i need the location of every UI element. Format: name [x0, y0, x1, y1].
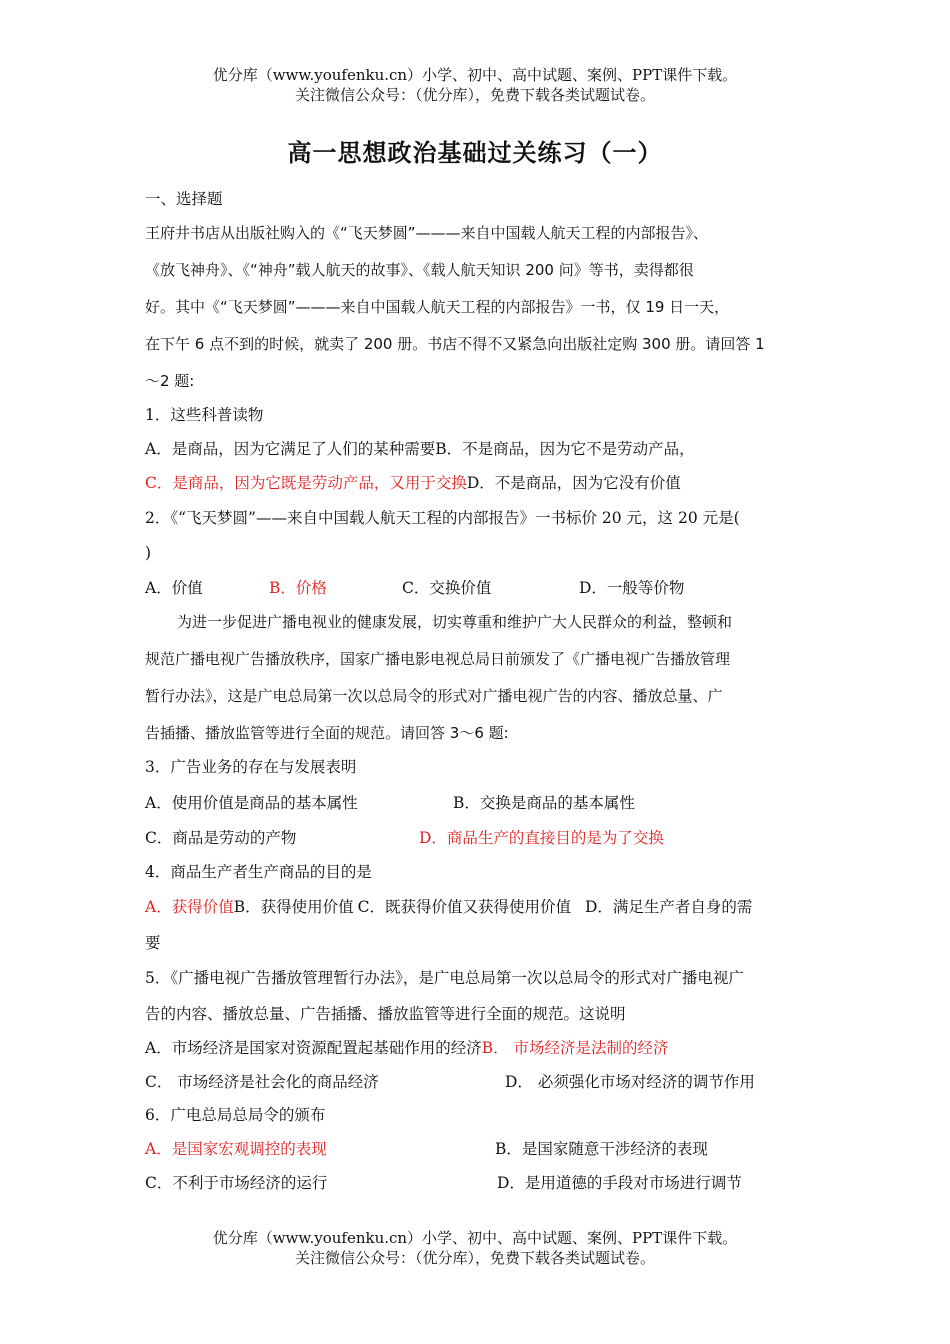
q5-option-a: A．市场经济是国家对资源配置起基础作用的经济: [145, 1039, 482, 1057]
q6-option-a-answer: A．是国家宏观调控的表现: [145, 1140, 327, 1158]
q5-options-row-1: [145, 1037, 669, 1059]
q3-stem: 3．广告业务的存在与发展表明: [145, 758, 357, 776]
q6-stem: 6．广电总局总局令的颁布: [145, 1106, 326, 1124]
q5-option-d: D． 必须强化市场对经济的调节作用: [505, 1073, 755, 1091]
q2-stem-end: ): [145, 544, 152, 562]
q4-options-row: [145, 896, 752, 918]
q4-stem: 4．商品生产者生产商品的目的是: [145, 863, 372, 881]
q2-option-d: D．一般等价物: [579, 579, 685, 597]
q5-stem-line-2: 告的内容、播放总量、广告插播、播放监管等进行全面的规范。这说明: [145, 1005, 626, 1023]
footer-line-2: 关注微信公众号：（优分库），免费下载各类试题试卷。: [294, 1249, 655, 1267]
q1-options-row-2: [145, 472, 681, 494]
q4-option-c: C．既获得价值又获得使用价值: [357, 898, 571, 916]
q6-option-c: C．不利于市场经济的运行: [145, 1174, 328, 1192]
q1-stem: 1．这些科普读物: [145, 406, 264, 424]
q3-option-b: B．交换是商品的基本属性: [453, 794, 635, 812]
q4-option-d: D．满足生产者自身的需: [584, 898, 753, 916]
q4-option-b: B．获得使用价值: [233, 898, 354, 916]
q2-option-a: A．价值: [145, 579, 203, 597]
passage1-line-5: ～2 题:: [145, 372, 195, 390]
q3-option-c: C．商品是劳动的产物: [145, 829, 297, 847]
passage1-line-2: 《放飞神舟》、《“神舟”载人航天的故事》、《载人航天知识 200 问》等书，卖得都很: [145, 261, 694, 279]
q1-option-b: B．不是商品，因为它不是劳动产品，: [435, 440, 695, 458]
q1-option-d: D．不是商品，因为它没有价值: [466, 474, 681, 492]
passage2-line-1: 为进一步促进广播电视业的健康发展，切实尊重和维护广大人民群众的利益，整顿和: [177, 613, 733, 631]
q5-option-c: C． 市场经济是社会化的商品经济: [145, 1073, 379, 1091]
q6-option-d: D．是用道德的手段对市场进行调节: [497, 1174, 742, 1192]
passage1-line-3: 好。其中《“飞天梦圆”———来自中国载人航天工程的内部报告》一书，仅 19 日一天，: [145, 298, 730, 316]
page-title: 高一思想政治基础过关练习（一）: [287, 139, 663, 167]
q5-option-b-answer: B． 市场经济是法制的经济: [481, 1039, 669, 1057]
header-line-1: 优分库（www.youfenku.cn）小学、初中、高中试题、案例、PPT课件下载。: [212, 66, 738, 84]
section-heading: 一、选择题: [145, 190, 223, 208]
passage2-line-2: 规范广播电视广告播放秩序，国家广播电影电视总局日前颁发了《广播电视广告播放管理: [145, 650, 731, 668]
passage2-line-3: 暂行办法》，这是广电总局第一次以总局令的形式对广播电视广告的内容、播放总量、广: [145, 687, 723, 705]
footer-line-1: 优分库（www.youfenku.cn）小学、初中、高中试题、案例、PPT课件下载。: [212, 1229, 738, 1247]
q1-option-c-answer: C．是商品，因为它既是劳动产品，又用于交换: [145, 474, 467, 492]
header-line-2: 关注微信公众号：（优分库），免费下载各类试题试卷。: [294, 86, 655, 104]
q2-option-c: C．交换价值: [402, 579, 492, 597]
q1-option-a: A．是商品，因为它满足了人们的某种需要: [145, 440, 436, 458]
q3-option-d-answer: D．商品生产的直接目的是为了交换: [419, 829, 664, 847]
q4-option-d-end: 要: [145, 934, 161, 952]
q3-option-a: A．使用价值是商品的基本属性: [145, 794, 358, 812]
q4-option-a-answer: A．获得价值: [145, 898, 234, 916]
q6-option-b: B．是国家随意干涉经济的表现: [495, 1140, 708, 1158]
q5-stem-line-1: 5．《广播电视广告播放管理暂行办法》，是广电总局第一次以总局令的形式对广播电视广: [145, 969, 744, 987]
passage1-line-1: 王府井书店从出版社购入的《“飞天梦圆”———来自中国载人航天工程的内部报告》、: [145, 224, 709, 242]
q2-stem: 2．《“飞天梦圆”——来自中国载人航天工程的内部报告》一书标价 20 元，这 20 元是(: [145, 509, 740, 527]
passage1-line-4: 在下午 6 点不到的时候，就卖了 200 册。书店不得不又紧急向出版社定购 300 册。请回答 1: [145, 335, 765, 353]
passage2-line-4: 告插播、播放监管等进行全面的规范。请回答 3～6 题:: [145, 724, 509, 742]
q1-options-row-1: [145, 438, 695, 460]
q2-option-b-answer: B．价格: [269, 579, 327, 597]
